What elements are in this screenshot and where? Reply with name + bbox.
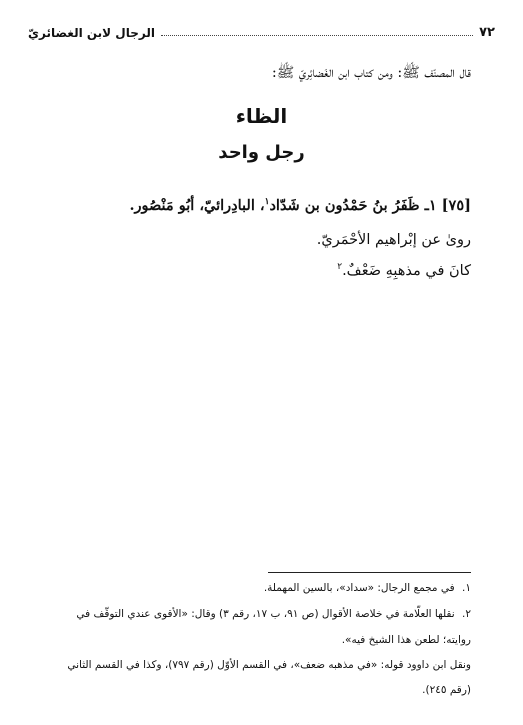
entry-heading-name: [٧٥] ١ـ ظَفَرُ بنُ حَمْدُون بن شَدّاد [269, 197, 471, 214]
footnote-2-text: نقلها العلّامة في خلاصة الأقوال (ص ٩١، ب ١٧، رقم ٣) وقال: «الأقوى عندي التوقّف في [76, 608, 455, 620]
footnote-2-continuation: روايته؛ لطعن هذا الشيخ فيه». [341, 634, 471, 646]
entry-line-assessment [337, 262, 471, 279]
entry-line-assessment-text: كانَ في مذهبِهِ ضَعْفٌ. [342, 262, 471, 279]
entry-heading [129, 197, 471, 214]
chapter-title: الظاء [235, 104, 288, 128]
page-number: ٧٢ [479, 25, 495, 40]
entry-heading-tail: ، البادِرائيّ، أبُو مَنْصُور. [129, 197, 265, 214]
footnote-1-number: ١. [462, 582, 471, 594]
footnote-2-second-paragraph: ونقل ابن داوود قوله: «في مذهبه ضعف»، في القسم الأوّل (رقم ٧٩٧)، وكذا في القسم الثاني [67, 659, 471, 671]
intro-line: قال المصنّف ﷺ: ومن كتاب ابن الغَضائِريّ ﷺ: [271, 65, 471, 81]
footnote-2 [40, 608, 471, 620]
header-dotted-leader [161, 34, 473, 36]
running-title: الرجال لابن الغضائريّ [28, 26, 155, 40]
entry-line-narration: روىٰ عن إبْراهيم الأحْمَريّ. [316, 232, 471, 248]
footnote-1-text: في مجمع الرجال: «سداد»، بالسين المهملة. [263, 582, 455, 594]
page-header [28, 20, 495, 40]
footnote-1 [40, 582, 471, 594]
footnote-separator [268, 572, 471, 573]
footnote-2-second-paragraph-continuation: (رقم ٢٤٥). [422, 684, 471, 696]
footnote-ref-1: ١ [264, 197, 270, 208]
footnote-ref-2: ٢ [337, 262, 343, 272]
footnote-2-number: ٢. [462, 608, 471, 620]
section-title: رجل واحد [218, 142, 305, 163]
